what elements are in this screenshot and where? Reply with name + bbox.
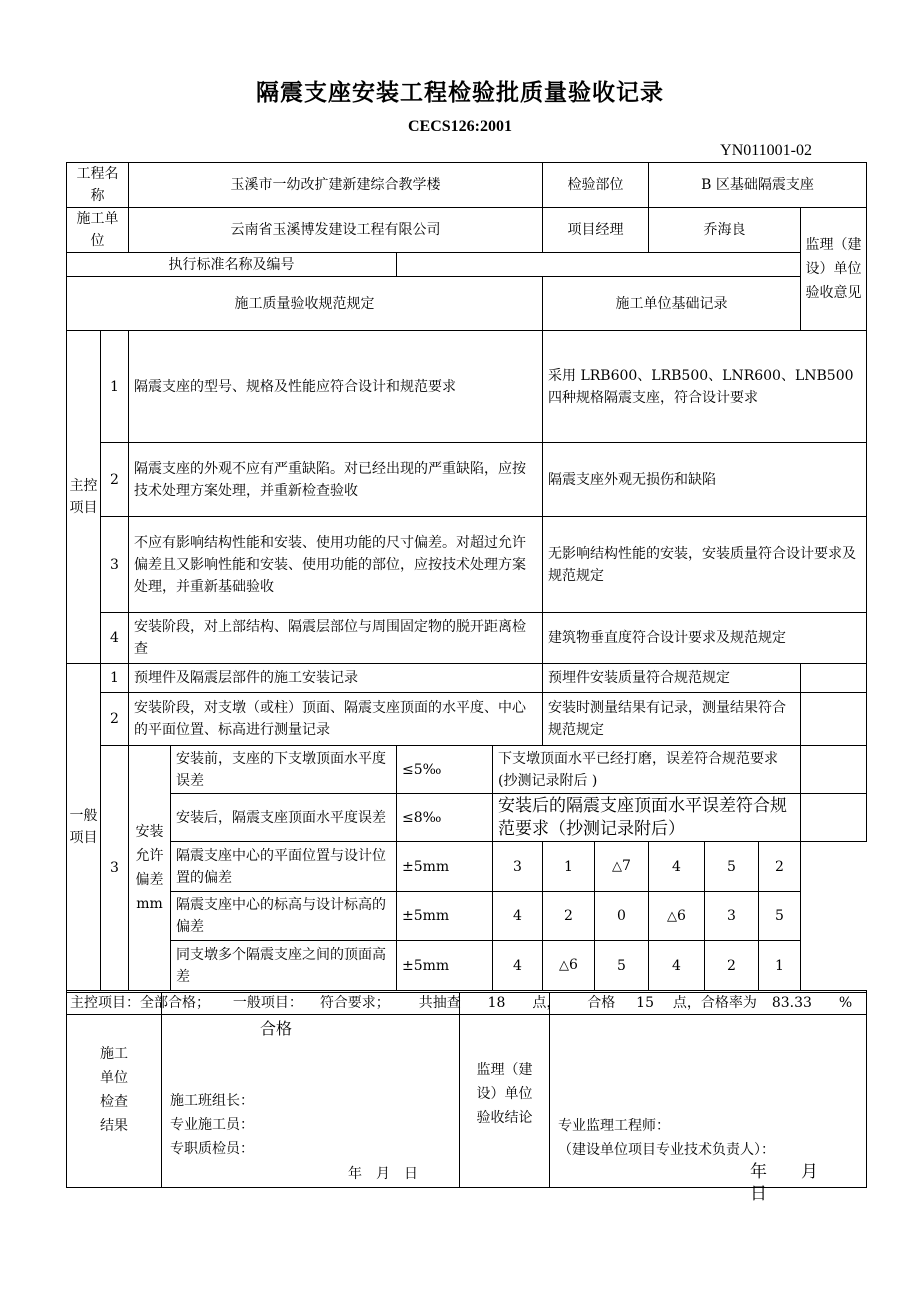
summary-rate-label: 点，合格率为	[672, 994, 757, 1011]
supervisor-date: 年 月 日	[750, 1162, 852, 1204]
summary-pass-label: 合格	[587, 994, 616, 1011]
measured-value: 4	[649, 842, 705, 892]
measured-value-flagged: △7	[595, 842, 649, 892]
owner-rep-label: （建设单位项目专业技术负责人）：	[558, 1142, 775, 1158]
inspect-part: B 区基础隔震支座	[649, 163, 867, 208]
tolerance-desc: 隔震支座中心的标高与设计标高的偏差	[171, 892, 397, 941]
tolerance-group-label: 安装允许偏差mm	[129, 746, 171, 991]
measured-value: 5	[595, 941, 649, 991]
summary-general-result: 符合要求；	[319, 994, 390, 1011]
triangle-mark-icon: △	[667, 908, 678, 924]
supervisor-opinion-header: 监理（建设）单位验收意见	[801, 208, 867, 331]
standard-code: CECS126:2001	[407, 118, 512, 135]
contractor: 云南省玉溪博发建设工程有限公司	[129, 208, 543, 253]
measured-value: 1	[543, 842, 595, 892]
tolerance-desc: 同支墩多个隔震支座之间的顶面高差	[171, 941, 397, 991]
main-item-no: 1	[101, 331, 129, 443]
tolerance-limit: ±5mm	[397, 842, 493, 892]
general-item-spec: 预埋件及隔震层部件的施工安装记录	[129, 664, 543, 693]
tolerance-desc: 安装前，支座的下支墩顶面水平度误差	[171, 746, 397, 794]
supervisor-result-label: 监理（建设）单位验收结论	[460, 993, 550, 1188]
result-text: 合格	[260, 1019, 293, 1038]
summary-check-label: 共抽查	[418, 994, 461, 1011]
project-name-label: 工程名称	[67, 163, 129, 208]
measured-value: 4	[649, 941, 705, 991]
main-item-no: 2	[101, 443, 129, 517]
tolerance-limit: ≤5‰	[397, 746, 493, 794]
supervisor-cell	[801, 693, 867, 746]
summary-percent: %	[838, 994, 853, 1011]
general-item-record: 预埋件安装质量符合规范规定	[543, 664, 801, 693]
summary-main: 主控项目：全部合格；	[70, 994, 210, 1011]
main-item-no: 3	[101, 517, 129, 613]
inspection-table	[66, 162, 867, 1015]
tolerance-limit: ±5mm	[397, 892, 493, 941]
main-item-record: 采用 LRB600、LRB500、LNR600、LNB500 四种规格隔震支座，符合设计要求	[543, 331, 867, 443]
measured-value: 5	[759, 892, 801, 941]
summary-check-count: 18	[487, 994, 506, 1011]
general-item-no: 3	[101, 746, 129, 991]
main-item-record: 无影响结构性能的安装，安装质量符合设计要求及规范规定	[543, 517, 867, 613]
spec-header: 施工质量验收规范规定	[67, 277, 543, 331]
main-control-label: 主控项目	[67, 331, 101, 664]
measured-value: 1	[759, 941, 801, 991]
construction-staff-label: 专业施工员：	[170, 1117, 254, 1133]
measured-value: 5	[705, 842, 759, 892]
measured-value: 3	[705, 892, 759, 941]
contractor-date: 年 月 日	[348, 1166, 418, 1182]
main-item-record: 建筑物垂直度符合设计要求及规范规定	[543, 613, 867, 664]
triangle-mark-icon: △	[559, 958, 570, 973]
measured-value: 4	[493, 941, 543, 991]
record-header: 施工单位基础记录	[543, 277, 801, 331]
project-name: 玉溪市一幼改扩建新建综合教学楼	[129, 163, 543, 208]
manager-label: 项目经理	[543, 208, 649, 253]
tolerance-record: 下支墩顶面水平已经打磨，误差符合规范要求(抄测记录附后 )	[493, 746, 801, 794]
general-label: 一般项目	[67, 664, 101, 991]
triangle-mark-icon: △	[612, 859, 623, 874]
measured-value-flagged: △6	[543, 941, 595, 991]
summary-point: 点，	[532, 994, 561, 1011]
supervisor-cell	[801, 664, 867, 693]
tolerance-desc: 隔震支座中心的平面位置与设计位置的偏差	[171, 842, 397, 892]
main-item-spec: 隔震支座的外观不应有严重缺陷。对已经出现的严重缺陷，应按技术处理方案处理，并重新检查验收	[129, 443, 543, 517]
contractor-result-label: 施工单位检查结果	[67, 993, 162, 1188]
main-item-spec: 安装阶段，对上部结构、隔震层部位与周围固定物的脱开距离检查	[129, 613, 543, 664]
summary-pass-count: 15	[636, 994, 654, 1011]
tolerance-limit: ≤8‰	[397, 794, 493, 842]
main-item-spec: 不应有影响结构性能和安装、使用功能的尺寸偏差。对超过允许偏差且又影响性能和安装、使用功能的部位，应按技术处理方案处理，并重新基础验收	[129, 517, 543, 613]
general-item-spec: 安装阶段，对支墩（或柱）顶面、隔震支座顶面的水平度、中心的平面位置、标高进行测量记录	[129, 693, 543, 746]
supervisor-engineer-label: 专业监理工程师：	[558, 1118, 670, 1134]
supervisor-cell	[801, 794, 867, 842]
signoff-table	[66, 992, 867, 1204]
measured-value: 2	[705, 941, 759, 991]
general-item-no: 2	[101, 693, 129, 746]
main-item-record: 隔震支座外观无损伤和缺陷	[543, 443, 867, 517]
exec-std-label: 执行标准名称及编号	[67, 253, 397, 277]
measured-value: 2	[759, 842, 801, 892]
team-leader-label: 施工班组长：	[170, 1093, 254, 1109]
supervisor-result-cell	[550, 993, 867, 1204]
main-item-no: 4	[101, 613, 129, 664]
summary-rate: 83.33	[771, 994, 812, 1011]
summary-general-label: 一般项目：	[232, 994, 303, 1011]
measured-value-flagged: △6	[649, 892, 705, 941]
form-title: 隔震支座安装工程检验批质量验收记录	[256, 80, 664, 106]
supervisor-cell	[801, 746, 867, 794]
inspect-part-label: 检验部位	[543, 163, 649, 208]
tolerance-desc: 安装后，隔震支座顶面水平度误差	[171, 794, 397, 842]
tolerance-record: 安装后的隔震支座顶面水平误差符合规范要求（抄测记录附后）	[493, 794, 801, 842]
tolerance-limit: ±5mm	[397, 941, 493, 991]
main-item-spec: 隔震支座的型号、规格及性能应符合设计和规范要求	[129, 331, 543, 443]
contractor-label: 施工单位	[67, 208, 129, 253]
measured-value: 0	[595, 892, 649, 941]
general-item-record: 安装时测量结果有记录，测量结果符合规范规定	[543, 693, 801, 746]
measured-value: 3	[493, 842, 543, 892]
contractor-result-cell	[162, 993, 460, 1188]
general-item-no: 1	[101, 664, 129, 693]
measured-value: 4	[493, 892, 543, 941]
qc-label: 专职质检员：	[170, 1141, 254, 1157]
measured-value: 2	[543, 892, 595, 941]
exec-std-value	[397, 253, 801, 277]
manager: 乔海良	[649, 208, 801, 253]
form-code: YN011001-02	[720, 142, 812, 159]
